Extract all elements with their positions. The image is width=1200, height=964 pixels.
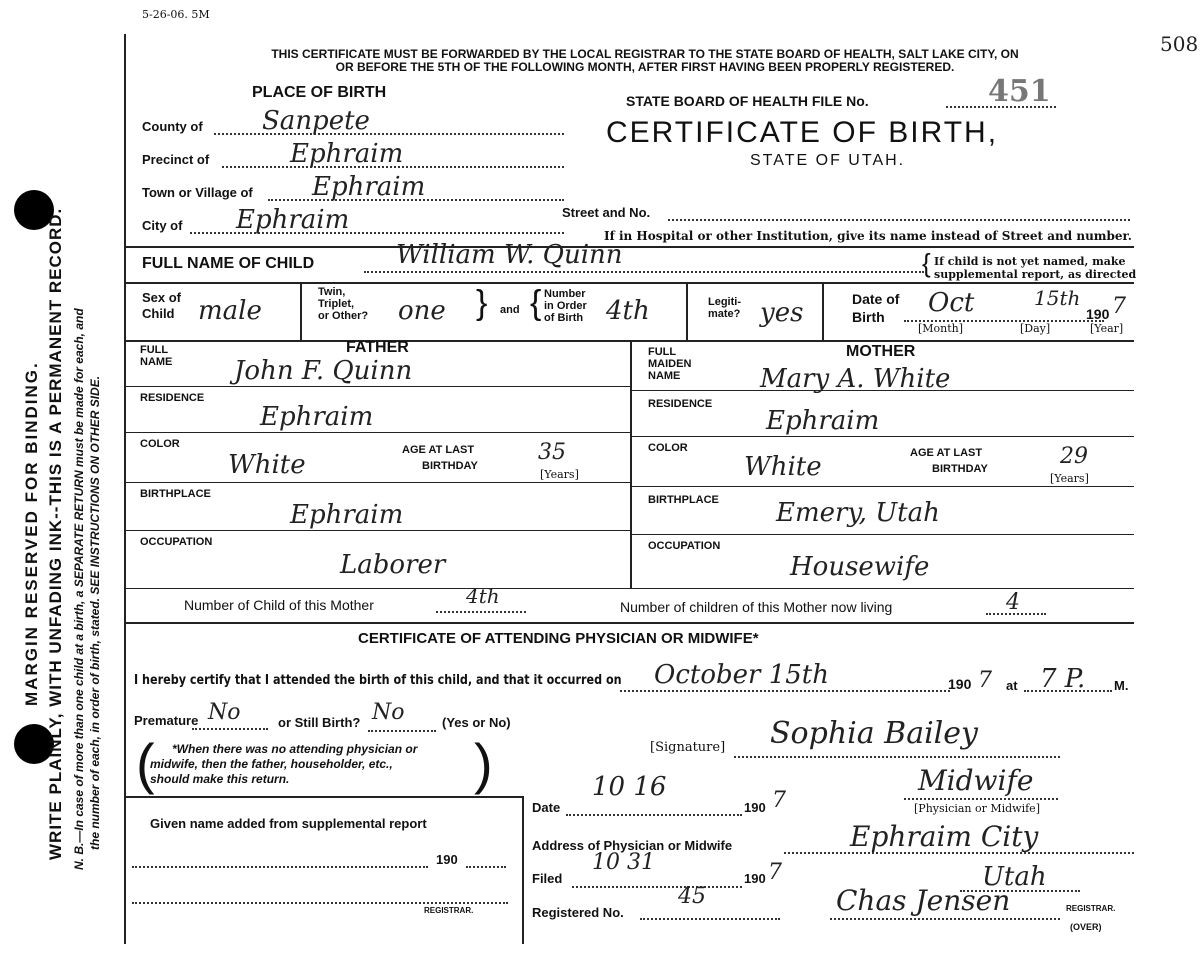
registrar-right-caption: REGISTRAR. (1066, 904, 1116, 913)
divider-parents (630, 340, 632, 588)
county-label: County of (142, 119, 203, 134)
filed-line (572, 886, 742, 888)
occurred-year-prefix: 190 (948, 676, 972, 692)
twin-value[interactable]: one (398, 296, 446, 326)
sex-label (142, 290, 181, 322)
form-code: 5-26-06. 5M (142, 8, 210, 21)
city-value[interactable]: Ephraim (236, 205, 350, 235)
legit-label-line1: Legiti- (708, 296, 741, 308)
twin-label-line1: Twin, (318, 286, 346, 298)
order-value[interactable]: 4th (606, 296, 650, 326)
father-residence-label: RESIDENCE (140, 392, 205, 404)
mother-full-label-line1: FULL (648, 346, 677, 358)
and-label: and (500, 304, 520, 316)
registered-label: Registered No. (532, 905, 624, 920)
certificate-subtitle: STATE OF UTAH. (750, 152, 906, 169)
premature-value[interactable]: No (208, 700, 241, 725)
registered-value[interactable]: 45 (678, 884, 706, 909)
supp-year: 190 (436, 852, 458, 867)
order-label-line3: of Birth (544, 312, 584, 324)
living-label: Number of children of this Mother now living (620, 599, 893, 615)
header-notice-line1: THIS CERTIFICATE MUST BE FORWARDED BY THE LOCAL REGISTRAR TO THE STATE BOARD OF HEALTH, SALT LAKE CITY, ON (271, 47, 1019, 61)
mother-occupation-label: OCCUPATION (648, 540, 721, 552)
sex-value[interactable]: male (198, 296, 262, 326)
order-label (544, 288, 587, 324)
day-caption: [Day] (1020, 322, 1051, 335)
file-no-label: STATE BOARD OF HEALTH FILE No. (626, 93, 869, 109)
signature-label: [Signature] (650, 740, 726, 755)
signature-line (734, 756, 1060, 758)
note-brace-left: ( (136, 732, 155, 795)
mother-age-label-line1: AGE AT LAST (910, 447, 983, 459)
order-label-line2: in Order (544, 300, 587, 312)
filed-year-suffix[interactable]: 7 (768, 860, 782, 885)
filed-value[interactable]: 10 31 (592, 850, 655, 875)
date-label: Date (532, 800, 561, 815)
divider-place (124, 246, 1134, 248)
father-age-label-line2: BIRTHDAY (422, 460, 478, 472)
divider-supplemental-right (522, 796, 524, 944)
certificate-title: CERTIFICATE OF BIRTH, (606, 116, 999, 149)
legit-label (708, 296, 741, 320)
name-note-brace: { (922, 248, 931, 278)
father-age-label-line1: AGE AT LAST (402, 444, 475, 456)
supplemental-label: Given name added from supplemental report (150, 816, 427, 831)
mother-age-label (910, 445, 988, 477)
registrar-signature[interactable]: Chas Jensen (836, 884, 1011, 917)
mother-years-caption: [Years] (1050, 472, 1089, 485)
sex-label-line1: Sex of (142, 290, 182, 305)
legit-value[interactable]: yes (760, 298, 804, 328)
address-label: Address of Physician or Midwife (532, 838, 733, 853)
mother-full-label-line3: NAME (648, 370, 681, 382)
father-name[interactable]: John F. Quinn (234, 356, 413, 386)
nb-note-line1: N. B.—In case of more than one child at a birth, a SEPARATE RETURN must be made for each, and (72, 308, 86, 870)
registrar-signature-line (830, 918, 1060, 920)
father-full-label (140, 344, 172, 368)
dob-year-suffix[interactable]: 7 (1112, 294, 1126, 319)
left-border (124, 34, 126, 944)
twin-brace: } (476, 284, 488, 322)
date-year-prefix: 190 (744, 800, 766, 815)
full-name-label: FULL NAME OF CHILD (142, 255, 315, 272)
hospital-note: If in Hospital or other Institution, give its name instead of Street and number. (604, 229, 1132, 243)
city-label: City of (142, 218, 183, 233)
divider-sex (300, 282, 302, 340)
premature-label: Premature (134, 713, 199, 728)
date-year-suffix[interactable]: 7 (772, 788, 786, 813)
father-name-line (124, 386, 630, 387)
father-full-label-line1: FULL (140, 344, 169, 356)
divider-name (124, 282, 1134, 284)
mother-full-label-line2: MAIDEN (648, 358, 692, 370)
not-named-note-line1: If child is not yet named, make (934, 255, 1126, 268)
file-no-value: 451 (988, 74, 1051, 109)
divider-birth-row (124, 340, 1134, 342)
mother-residence[interactable]: Ephraim (766, 406, 880, 436)
at-label: at (1006, 678, 1018, 693)
occurred-date[interactable]: October 15th (654, 660, 829, 690)
corner-number: 508 (1160, 32, 1199, 56)
order-label-line1: Number (544, 288, 586, 300)
mother-age[interactable]: 29 (1060, 444, 1088, 469)
supp-registrar-line (132, 902, 508, 904)
date-value[interactable]: 10 16 (592, 772, 667, 802)
no-physician-note-line1: *When there was no attending physician or (172, 742, 418, 756)
write-plainly-text: WRITE PLAINLY, WITH UNFADING INK--THIS IS A PERMANENT RECORD. (46, 207, 65, 860)
no-physician-note-line3: should make this return. (150, 772, 290, 786)
child-num-value[interactable]: 4th (466, 584, 500, 608)
street-line[interactable] (668, 219, 1130, 221)
mother-age-label-line2: BIRTHDAY (932, 463, 988, 475)
father-full-label-line2: NAME (140, 356, 173, 368)
dob-label (852, 290, 899, 326)
mother-residence-line (630, 436, 1134, 437)
nb-note-line2: the number of each, in order of birth, stated. SEE INSTRUCTIONS ON OTHER SIDE. (88, 375, 102, 850)
m-label: M. (1114, 678, 1129, 693)
living-value[interactable]: 4 (1006, 590, 1020, 615)
physician-title-caption: [Physician or Midwife] (914, 802, 1040, 815)
year-caption: [Year] (1090, 322, 1124, 335)
dob-label-line2: Birth (852, 309, 885, 325)
physician-heading: CERTIFICATE OF ATTENDING PHYSICIAN OR MIDWIFE* (358, 630, 759, 647)
town-label: Town or Village of (142, 185, 253, 200)
month-caption: [Month] (918, 322, 964, 335)
file-no-line (946, 106, 1056, 108)
yes-or-no-label: (Yes or No) (442, 715, 511, 730)
order-brace: { (530, 284, 542, 322)
father-age-label (402, 442, 478, 474)
father-occupation-label: OCCUPATION (140, 536, 213, 548)
county-value[interactable]: Sanpete (262, 106, 370, 136)
date-line (566, 814, 742, 816)
divider-supplemental (124, 796, 522, 798)
no-physician-note (150, 742, 417, 787)
mother-birthplace[interactable]: Emery, Utah (776, 498, 940, 528)
father-residence-line (124, 432, 630, 433)
address-value[interactable]: Ephraim City (850, 820, 1039, 853)
mother-color-line (630, 486, 1134, 487)
father-color-line (124, 482, 630, 483)
mother-heading: MOTHER (846, 343, 916, 360)
divider-parents-bottom (124, 588, 1134, 589)
filed-label: Filed (532, 871, 563, 886)
child-num-label: Number of Child of this Mother (184, 597, 374, 613)
place-of-birth-heading: PLACE OF BIRTH (252, 84, 387, 101)
twin-label-line3: or Other? (318, 310, 369, 322)
supp-registrar-caption: REGISTRAR. (424, 906, 474, 915)
note-brace-right: ) (474, 732, 493, 795)
precinct-label: Precinct of (142, 152, 210, 167)
sex-label-line2: Child (142, 306, 175, 321)
registered-line (640, 918, 780, 920)
twin-label (318, 286, 368, 322)
divider-legit (822, 282, 824, 340)
margin-reserved-text: MARGIN RESERVED FOR BINDING. (22, 361, 41, 706)
no-physician-note-line2: midwife, then the father, householder, etc., (150, 757, 393, 771)
father-residence[interactable]: Ephraim (260, 402, 374, 432)
mother-residence-label: RESIDENCE (648, 398, 713, 410)
father-heading: FATHER (346, 339, 409, 356)
divider-order (686, 282, 688, 340)
legit-label-line2: mate? (708, 308, 741, 320)
mother-name[interactable]: Mary A. White (760, 364, 951, 394)
header-notice (150, 48, 1140, 74)
father-color[interactable]: White (228, 450, 306, 480)
mother-color[interactable]: White (744, 452, 822, 482)
header-notice-line2: OR BEFORE THE 5TH OF THE FOLLOWING MONTH, AFTER FIRST HAVING BEEN PROPERLY REGISTERED. (335, 60, 955, 74)
stillbirth-label: or Still Birth? (278, 715, 361, 730)
child-full-name[interactable]: William W. Quinn (396, 240, 623, 270)
supplemental-line (132, 866, 428, 868)
father-age[interactable]: 35 (538, 440, 566, 465)
filed-year-prefix: 190 (744, 871, 766, 886)
father-occupation[interactable]: Laborer (340, 550, 446, 580)
stillbirth-line (368, 730, 436, 732)
town-value[interactable]: Ephraim (312, 172, 426, 202)
mother-birthplace-line (630, 534, 1134, 535)
mother-occupation[interactable]: Housewife (790, 552, 930, 582)
street-label: Street and No. (562, 205, 651, 220)
occurred-date-line (620, 690, 950, 692)
divider-counts (124, 622, 1134, 624)
occurred-year-suffix[interactable]: 7 (978, 668, 992, 693)
time-value[interactable]: 7 P. (1040, 664, 1086, 694)
dob-month[interactable]: Oct (928, 288, 975, 318)
dob-day[interactable]: 15th (1034, 286, 1081, 310)
physician-title-value[interactable]: Midwife (918, 764, 1034, 797)
stillbirth-value[interactable]: No (372, 700, 405, 725)
precinct-value[interactable]: Ephraim (290, 139, 404, 169)
physician-title-line (904, 798, 1058, 800)
father-years-caption: [Years] (540, 468, 579, 481)
state-value[interactable]: Utah (982, 862, 1047, 892)
father-birthplace-label: BIRTHPLACE (140, 488, 211, 500)
premature-line (192, 728, 268, 730)
twin-label-line2: Triplet, (318, 298, 355, 310)
supp-year-line (466, 866, 506, 868)
full-name-line (364, 271, 924, 273)
mother-color-label: COLOR (648, 442, 688, 454)
mother-full-label (648, 346, 691, 382)
father-birthplace[interactable]: Ephraim (290, 500, 404, 530)
child-num-line (436, 611, 526, 613)
signature-value[interactable]: Sophia Bailey (770, 716, 978, 751)
certify-text: I hereby certify that I attended the birth of this child, and that it occurred on (134, 673, 622, 688)
not-named-note-line2: supplemental report, as directed (934, 268, 1137, 281)
father-color-label: COLOR (140, 438, 180, 450)
dob-year-prefix: 190 (1086, 306, 1110, 322)
dob-label-line1: Date of (852, 291, 900, 307)
over-label: (OVER) (1070, 922, 1102, 932)
not-named-note (934, 255, 1136, 281)
mother-name-line (630, 390, 1134, 391)
mother-birthplace-label: BIRTHPLACE (648, 494, 719, 506)
father-birthplace-line (124, 530, 630, 531)
